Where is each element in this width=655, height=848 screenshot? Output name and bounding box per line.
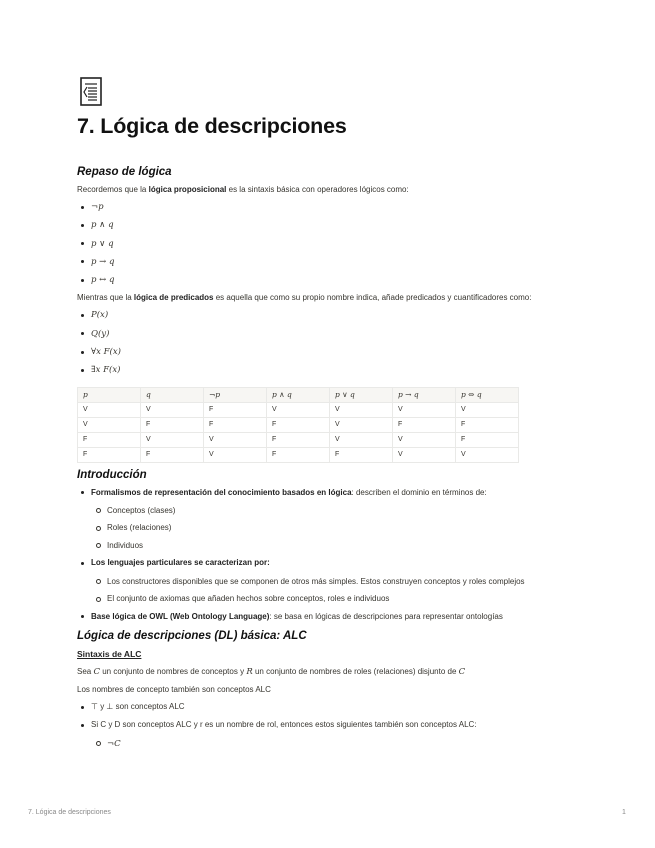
table-cell: V <box>456 447 519 462</box>
table-cell: V <box>456 402 519 417</box>
list-item: Si C y D son conceptos ALC y r es un nombre de rol, entonces estos siguientes también son conceptos ALC: <box>77 716 577 734</box>
table-cell: F <box>393 417 456 432</box>
table-cell: V <box>393 432 456 447</box>
list-item: El conjunto de axiomas que añaden hechos sobre conceptos, roles e individuos <box>77 590 577 608</box>
table-cell: F <box>204 402 267 417</box>
table-cell: V <box>204 432 267 447</box>
list-item: ∃x F(x) <box>77 361 577 379</box>
table-cell: V <box>141 402 204 417</box>
truth-table <box>77 387 519 463</box>
table-header: p ∧ q <box>267 387 330 402</box>
table-cell: V <box>393 402 456 417</box>
table-cell: V <box>141 432 204 447</box>
table-cell: V <box>267 402 330 417</box>
table-cell: F <box>78 432 141 447</box>
section-heading-alc: Lógica de descripciones (DL) básica: ALC <box>77 630 307 643</box>
page-title: 7. Lógica de descripciones <box>77 114 347 138</box>
section-heading-repaso: Repaso de lógica <box>77 166 172 178</box>
table-cell: V <box>330 417 393 432</box>
table-cell: V <box>78 402 141 417</box>
table-header: p ⇔ q <box>456 387 519 402</box>
table-cell: F <box>267 417 330 432</box>
table-cell: F <box>267 432 330 447</box>
repaso-intro: Recordemos que la lógica proposicional es la sintaxis básica con operadores lógicos como: <box>77 185 409 194</box>
footer-title: 7. Lógica de descripciones <box>28 809 111 816</box>
list-item: P(x) <box>77 306 577 324</box>
table-row <box>78 432 519 447</box>
list-item: Los lenguajes particulares se caracterizan por: <box>77 554 577 572</box>
list-item: ¬C <box>77 735 577 753</box>
table-cell: F <box>141 417 204 432</box>
document-icon <box>76 76 106 108</box>
subheading-sintaxis-alc: Sintaxis de ALC <box>77 649 142 660</box>
predicate-list <box>77 306 577 379</box>
table-header: q <box>141 387 204 402</box>
alc-line-2: Los nombres de concepto también son conceptos ALC <box>77 685 271 695</box>
list-item: Roles (relaciones) <box>77 519 577 537</box>
table-header: p ∨ q <box>330 387 393 402</box>
table-cell: F <box>267 447 330 462</box>
table-cell: F <box>330 447 393 462</box>
table-cell: V <box>393 447 456 462</box>
intro-sublist-2 <box>77 573 577 608</box>
intro-list <box>77 484 577 502</box>
operator-list <box>77 198 577 289</box>
table-cell: F <box>141 447 204 462</box>
table-cell: V <box>330 402 393 417</box>
list-item: p ∧ q <box>77 216 577 234</box>
list-item: Q(y) <box>77 325 577 343</box>
alc-line-1: Sea C un conjunto de nombres de conceptos y R un conjunto de nombres de roles (relaciones) disjunto de C <box>77 667 466 678</box>
list-item: p → q <box>77 253 577 271</box>
list-item: Formalismos de representación del conocimiento basados en lógica: describen el dominio en términos de: <box>77 484 577 502</box>
table-cell: V <box>204 447 267 462</box>
alc-list <box>77 698 577 735</box>
list-item: p ∨ q <box>77 235 577 253</box>
table-header: p → q <box>393 387 456 402</box>
intro-list-3 <box>77 608 577 626</box>
list-item: ∀x F(x) <box>77 343 577 361</box>
intro-list-2 <box>77 554 577 572</box>
table-header: ¬p <box>204 387 267 402</box>
list-item: ¬p <box>77 198 577 216</box>
table-header: p <box>78 387 141 402</box>
list-item: Los constructores disponibles que se componen de otros más simples. Estos construyen conceptos y roles complejos <box>77 573 577 591</box>
table-row <box>78 402 519 417</box>
intro-sublist-1 <box>77 502 577 555</box>
footer-page-number: 1 <box>622 809 626 816</box>
table-header-row <box>78 387 519 402</box>
table-cell: F <box>456 432 519 447</box>
table-cell: V <box>78 417 141 432</box>
table-row <box>78 447 519 462</box>
list-item: ⊤ y ⊥ son conceptos ALC <box>77 698 577 716</box>
table-cell: V <box>330 432 393 447</box>
list-item: Conceptos (clases) <box>77 502 577 520</box>
alc-sublist <box>77 735 577 753</box>
table-cell: F <box>204 417 267 432</box>
list-item: p ↔ q <box>77 271 577 289</box>
predicados-intro: Mientras que la lógica de predicados es aquella que como su propio nombre indica, añade predicados y cuantificadores como: <box>77 293 532 303</box>
list-item: Base lógica de OWL (Web Ontology Language): se basa en lógicas de descripciones para representar ontologías <box>77 608 577 626</box>
table-cell: F <box>78 447 141 462</box>
page-content <box>77 164 577 752</box>
table-cell: F <box>456 417 519 432</box>
table-row <box>78 417 519 432</box>
section-heading-introduccion: Introducción <box>77 468 147 481</box>
list-item: Individuos <box>77 537 577 555</box>
